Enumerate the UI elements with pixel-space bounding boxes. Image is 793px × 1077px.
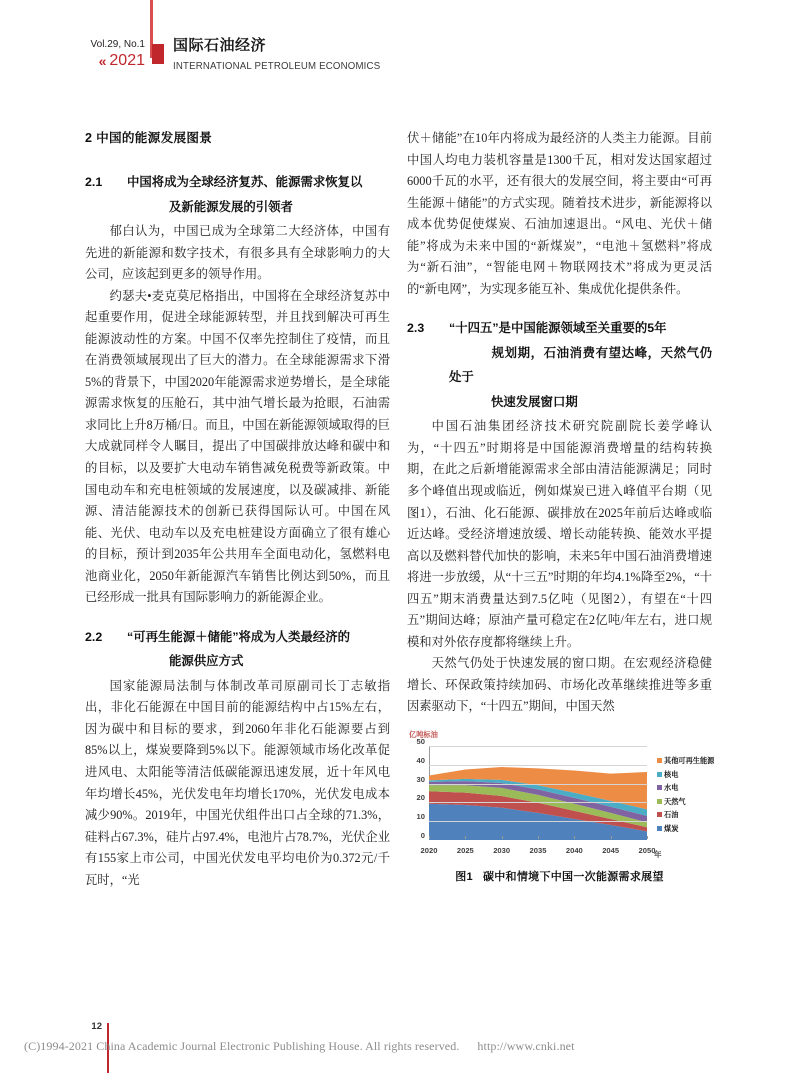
chart-y-tick-label: 50 xyxy=(416,737,425,747)
chart-y-axis xyxy=(407,737,427,844)
chart-legend-label: 核电 xyxy=(664,769,679,779)
chart-x-tick-mark xyxy=(611,836,612,839)
header-red-block xyxy=(152,44,164,64)
chart-gridline xyxy=(429,821,647,822)
chart-gridline xyxy=(429,746,647,747)
chart-gridline xyxy=(429,765,647,766)
journal-name-cn: 国际石油经济 xyxy=(173,37,267,54)
paragraph: 郁白认为，中国已成为全球第二大经济体，中国有先进的新能源和数字技术，有很多具有全球影响力的大公司，应该起到更多的领导作用。 xyxy=(85,224,390,282)
chart-plot-area xyxy=(429,746,647,840)
figure-1 xyxy=(407,730,715,889)
paragraph: 国家能源局法制与体制改革司原副司长丁志敏指出，非化石能源在中国目前的能源结构中占15%左右，因为碳中和目标的要求，到2060年非化石能源要占到85%以上，煤炭要降到5%以下。能源领域市场化改革促进风电、太阳能等清洁低碳能源迅速发展，近十年风电年均增长45%，光伏发电年均增长170%，光伏发电成本减少90%。2019年，中国光伏组件出口占全球的71.3%，硅料占67.3%，硅片占97.4%，电池片占78.7%，光伏企业有155家上市公司，中国光伏发电平均电价为0.372元/千瓦时，“光 xyxy=(85,678,390,887)
legend-swatch-icon xyxy=(657,799,662,804)
left-column xyxy=(85,128,390,891)
page-number: 12 xyxy=(91,1021,102,1032)
chart-legend-item xyxy=(657,756,715,765)
page-header xyxy=(0,0,793,110)
subsection-heading-2-1 xyxy=(85,170,390,219)
legend-swatch-icon xyxy=(657,785,662,790)
subsection-title-line2: 及新能源发展的引领者 xyxy=(169,199,293,214)
chart-legend-label: 石油 xyxy=(664,810,679,820)
figure-caption xyxy=(407,867,712,889)
subsection-title-line1: “可再生能源＋储能”将成为人类最经济的 xyxy=(127,629,351,644)
chart-x-tick-label: 2050 xyxy=(638,846,656,856)
copyright-text: (C)1994-2021 China Academic Journal Electronic Publishing House. All rights reserved. xyxy=(24,1039,460,1053)
chart-x-tick-mark xyxy=(538,836,539,839)
subsection-heading-2-2 xyxy=(85,625,390,674)
subsection-title-line1: “十四五”是中国能源领域至关重要的5年 xyxy=(449,321,667,336)
chart-container xyxy=(407,737,715,860)
legend-swatch-icon xyxy=(657,826,662,831)
paragraph: 约瑟夫•麦克莫尼格指出，中国将在全球经济复苏中起重要作用，促进全球能源转型，并且找到解决可再生能源波动性的方案。中国不仅率先控制住了疫情，而且在消费领域展现出了巨大的潜力。在全球能源需求下滑5%的背景下，中国2020年能源需求逆势增长，是全球能源需求恢复的压舱石，其中油气增长最为抢眼，石油需求同比上升8万桶/日。而且，中国在新能源领域取得的巨大成就同样令人瞩目，提出了中国碳排放达峰和碳中和的目标，以及要扩大电动车销售减免税费等新政策。中国电动车和充电桩领域的发展速度，以及碳减排、新能源、清洁能源技术的创新已获得国际认可。中国在风能、光伏、电动车以及充电桩建设方面确立了很有雄心的目标，预计到2035年公共用车全面电动化，氢燃料电池商业化，2050年新能源汽车销售比例达到50%，而且已经形成一批具有国际影响力的新能源企业。 xyxy=(85,288,390,605)
chart-x-tick-label: 2035 xyxy=(529,846,547,856)
subsection-title-line3: 快速发展窗口期 xyxy=(491,394,578,409)
chart-x-tick-mark xyxy=(465,836,466,839)
subsection-heading-2-3 xyxy=(407,316,712,414)
chart-x-axis-unit: 年 xyxy=(654,850,662,860)
subsection-number: 2.3 xyxy=(407,321,425,336)
subsection-title-line2: 规划期，石油消费有望达峰，天然气仍处于 xyxy=(449,345,712,385)
chart-legend xyxy=(657,756,715,837)
chart-y-tick-label: 40 xyxy=(416,756,425,766)
chart-x-tick-label: 2040 xyxy=(565,846,583,856)
chart-x-tick-mark xyxy=(574,836,575,839)
chart-gridline xyxy=(429,802,647,803)
chart-gridline xyxy=(429,784,647,785)
chart-x-tick-label: 2020 xyxy=(420,846,438,856)
double-chevron-left-icon: « xyxy=(98,52,107,69)
chart-x-tick-mark xyxy=(429,836,430,839)
right-column xyxy=(407,128,715,889)
subsection-number: 2.1 xyxy=(85,175,103,189)
legend-swatch-icon xyxy=(657,812,662,817)
chart-x-tick-label: 2045 xyxy=(602,846,620,856)
header-issue-info xyxy=(45,38,145,69)
chart-y-tick-label: 30 xyxy=(416,774,425,784)
header-year: 2021 xyxy=(109,52,145,69)
header-journal-title xyxy=(173,36,398,74)
paragraph: 伏＋储能”在10年内将成为最经济的人类主力能源。目前中国人均电力装机容量是1300千瓦，相对发达国家超过6000千瓦的水平，还有很大的发展空间，将主要由“可再生能源＋储能”的方式实现。随着技术进步，新能源将以成本优势促使煤炭、石油加速退出。“风电、光伏＋储能”将成为未来中国的“新煤炭”，“电池＋氢燃料”将成为“新石油”，“智能电网＋物联网技术”将成为更灵活的“新电网”，为实现多能互补、集成优化提供条件。 xyxy=(407,131,712,296)
subsection-title-line2: 能源供应方式 xyxy=(169,654,244,669)
figure-caption-text: 碳中和情境下中国一次能源需求展望 xyxy=(482,871,664,884)
chart-legend-label: 煤炭 xyxy=(664,823,679,833)
chart-x-tick-label: 2025 xyxy=(456,846,474,856)
chart-x-tick-mark xyxy=(502,836,503,839)
section-heading-2: 2 中国的能源发展图景 xyxy=(85,131,213,145)
journal-name-en: INTERNATIONAL PETROLEUM ECONOMICS xyxy=(173,60,381,72)
cnki-url: http://www.cnki.net xyxy=(477,1039,575,1053)
chart-legend-item xyxy=(657,797,715,806)
subsection-number: 2.2 xyxy=(85,629,103,644)
paragraph: 天然气仍处于快速发展的窗口期。在宏观经济稳健增长、环保政策持续加码、市场化改革继续推进等多重因素驱动下，“十四五”期间，中国天然 xyxy=(407,656,712,714)
chart-y-tick-label: 0 xyxy=(420,831,425,841)
subsection-title-line1: 中国将成为全球经济复苏、能源需求恢复以 xyxy=(127,175,363,189)
chart-legend-item xyxy=(657,824,715,833)
paragraph: 中国石油集团经济技术研究院副院长姜学峰认为，“十四五”时期将是中国能源消费增量的结构转换期，在此之后新增能源需求全部由清洁能源满足；同时多个峰值出现或临近，例如煤炭已进入峰值平台期（见图1），石油、化石能源、碳排放在2025年前后达峰或临近达峰。受经济增速放缓、增长动能转换、能效水平提高以及燃料替代加快的影响，未来5年中国石油消费增速将进一步放缓，从“十三五”时期的年均4.1%降至2%，“十四五”期末消费量达到7.5亿吨（见图2），有望在“十四五”期间达峰；原油产量可稳定在2亿吨/年左右，进口规模和对外依存度都将继续上升。 xyxy=(407,419,712,649)
chart-x-tick-label: 2030 xyxy=(493,846,511,856)
chart-y-tick-label: 10 xyxy=(416,812,425,822)
legend-swatch-icon xyxy=(657,758,662,763)
legend-swatch-icon xyxy=(657,772,662,777)
chart-legend-item xyxy=(657,770,715,779)
figure-number: 图1 xyxy=(455,871,473,884)
chart-x-tick-mark xyxy=(647,836,648,839)
chart-area-series xyxy=(429,746,647,840)
chart-legend-item xyxy=(657,783,715,792)
chart-legend-label: 其他可再生能源 xyxy=(664,756,715,766)
chart-legend-item xyxy=(657,810,715,819)
chart-y-axis-unit: 亿吨标油 xyxy=(409,730,438,740)
page-footer xyxy=(0,1011,793,1077)
header-volume: Vol.29, No.1 xyxy=(90,39,145,50)
chart-legend-label: 天然气 xyxy=(664,796,686,806)
copyright-notice xyxy=(24,1039,769,1054)
chart-y-tick-label: 20 xyxy=(416,793,425,803)
chart-legend-label: 水电 xyxy=(664,783,679,793)
